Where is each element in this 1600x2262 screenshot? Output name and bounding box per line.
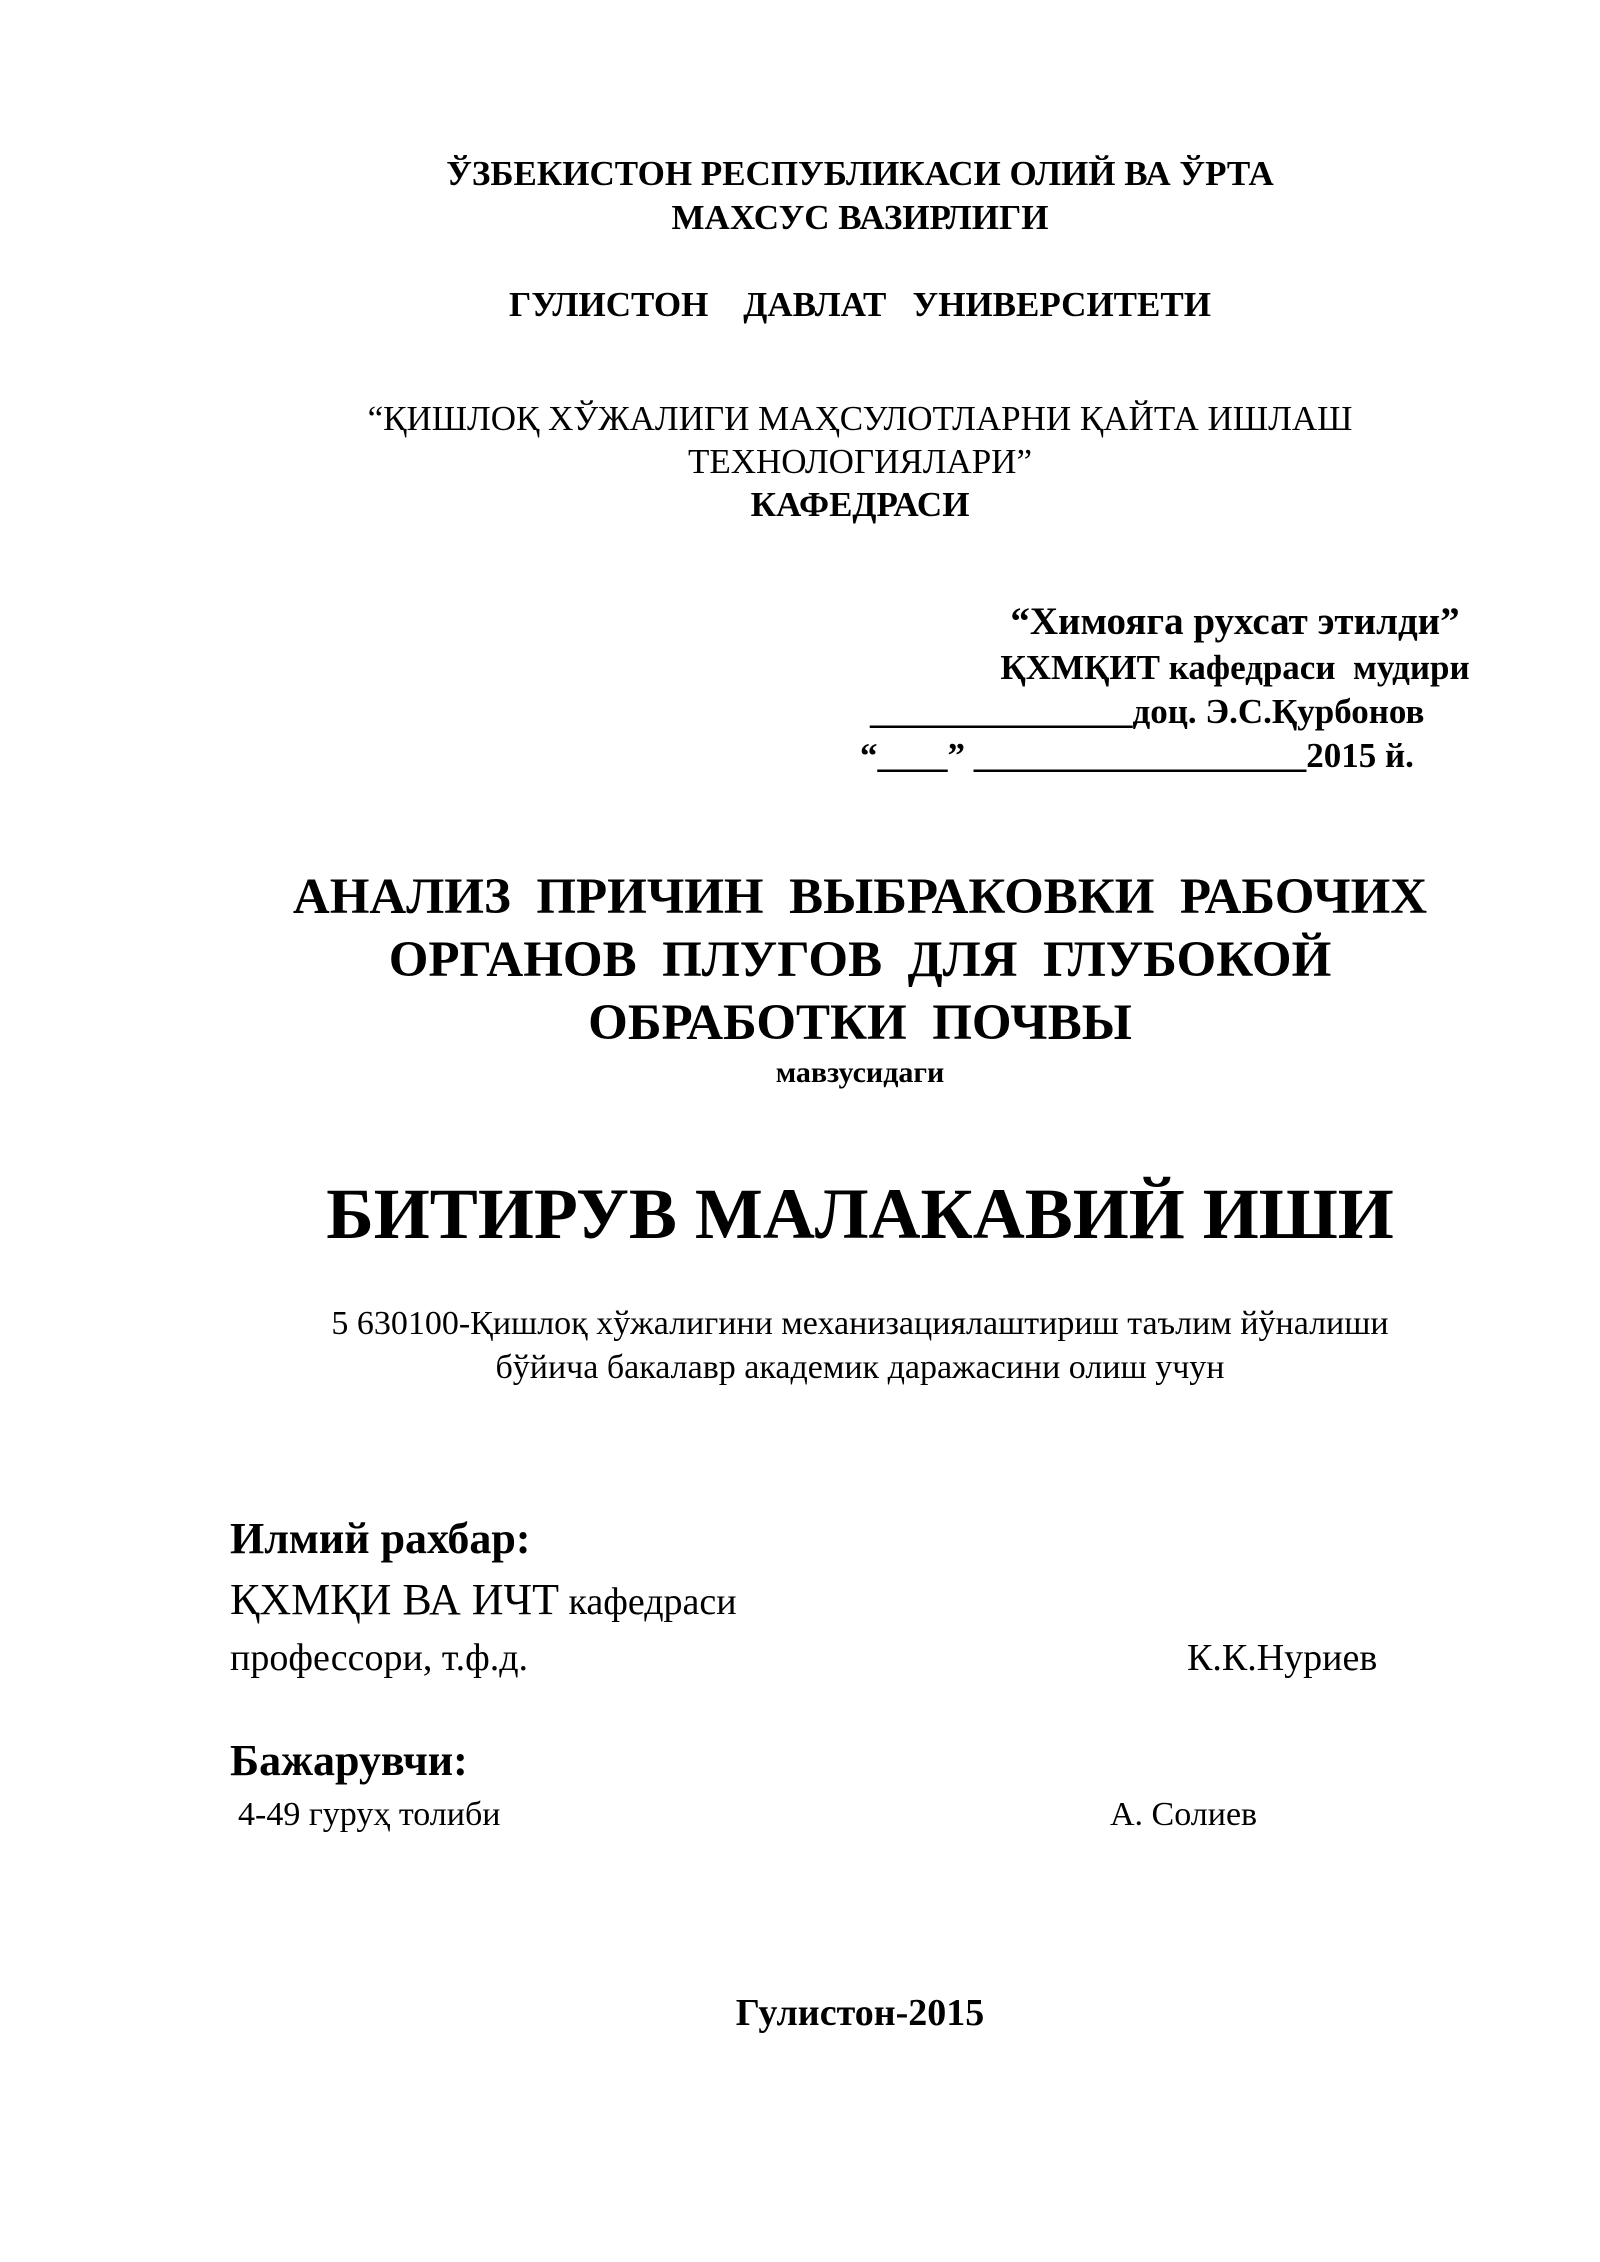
ministry-line-2: МАХСУС ВАЗИРЛИГИ xyxy=(671,198,1049,237)
executor-heading: Бажарувчи: xyxy=(230,1736,468,1785)
executor-name: А. Солиев xyxy=(1110,1796,1258,1833)
supervisor-heading: Илмий рахбар: xyxy=(230,1514,531,1563)
supervisor-department xyxy=(230,1573,737,1637)
purpose-line-2: бўйича бакалавр академик даражасини олиш учун xyxy=(495,1349,1225,1386)
topic-line-2: ОРГАНОВ ПЛУГОВ ДЛЯ ГЛУБОКОЙ xyxy=(388,932,1332,988)
topic-line-1: АНАЛИЗ ПРИЧИН ВЫБРАКОВКИ РАБОЧИХ xyxy=(292,869,1428,925)
department-line-3: КАФЕДРАСИ xyxy=(750,485,970,524)
work-type-title: БИТИРУВ МАЛАКАВИЙ ИШИ xyxy=(326,1174,1394,1254)
supervisor-name: К.К.Нуриев xyxy=(1187,1637,1378,1679)
footer-city-year: Гулистон-2015 xyxy=(735,1992,985,2034)
executor-group: 4-49 гуруҳ толиби xyxy=(238,1796,501,1833)
supervisor-department-abbr: ҚХМҚИ ВА ИЧТ xyxy=(230,1575,559,1624)
ministry-line-1: ЎЗБЕКИСТОН РЕСПУБЛИКАСИ ОЛИЙ ВА ЎРТА xyxy=(446,154,1274,193)
department-line-1: “ҚИШЛОҚ ХЎЖАЛИГИ МАҲСУЛОТЛАРНИ ҚАЙТА ИШЛАШ xyxy=(367,399,1353,438)
supervisor-department-word: кафедраси xyxy=(558,1581,737,1623)
topic-suffix: мавзусидаги xyxy=(775,1056,945,1089)
university-name: ГУЛИСТОН ДАВЛАТ УНИВЕРСИТЕТИ xyxy=(509,285,1211,324)
approval-date-line: “____” ___________________2015 й. xyxy=(860,736,1414,775)
supervisor-position: профессори, т.ф.д. xyxy=(230,1637,529,1679)
department-line-2: ТЕХНОЛОГИЯЛАРИ” xyxy=(687,442,1032,481)
topic-line-3: ОБРАБОТКИ ПОЧВЫ xyxy=(588,995,1132,1051)
approval-title: “Химояга рухсат этилди” xyxy=(1010,600,1460,643)
approval-head-of-department: ҚХМҚИТ кафедраси мудири xyxy=(1000,648,1470,687)
purpose-line-1: 5 630100-Қишлоқ хўжалигини механизациялаштириш таълим йўналиши xyxy=(331,1305,1389,1342)
approval-signature-line: _______________доц. Э.С.Қурбонов xyxy=(870,692,1425,731)
